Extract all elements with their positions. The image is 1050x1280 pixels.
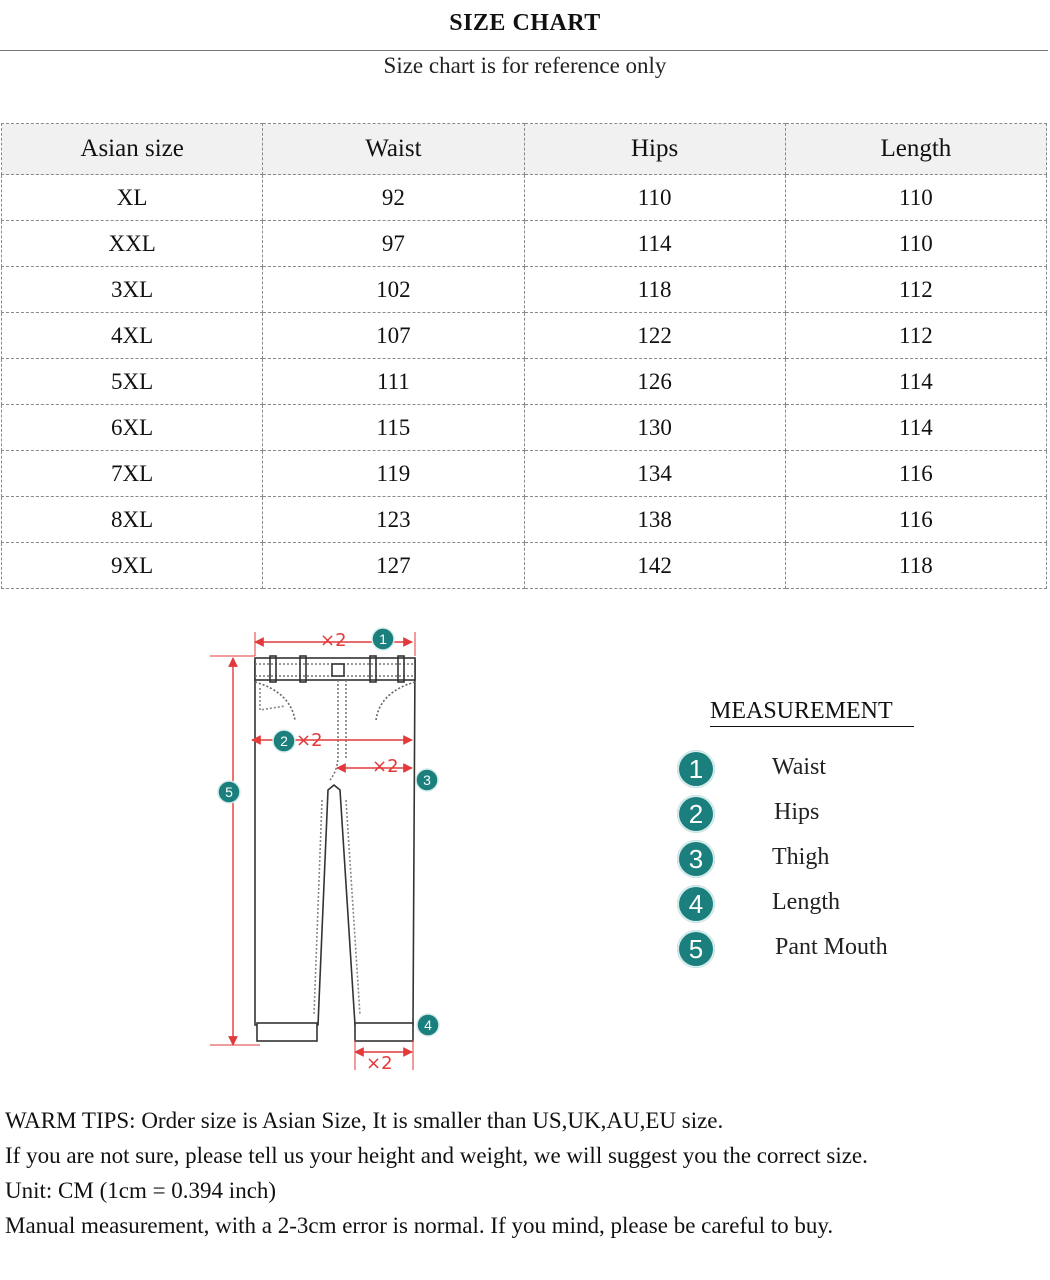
table-row: [2, 175, 1047, 221]
cell-hips: 110: [524, 175, 785, 221]
mouth-times-two-label: ×2: [366, 1053, 393, 1074]
cell-size: 9XL: [2, 543, 263, 589]
table-row: [2, 405, 1047, 451]
marker-4-label: 4: [424, 1017, 432, 1033]
cell-length: 116: [785, 451, 1046, 497]
number-5-icon: 5: [677, 930, 715, 968]
legend-label: Thigh: [772, 844, 830, 870]
page-subtitle: Size chart is for reference only: [383, 53, 667, 78]
col-header-waist: Waist: [263, 124, 524, 175]
cell-size: 5XL: [2, 359, 263, 405]
cell-length: 112: [785, 313, 1046, 359]
cell-waist: 102: [263, 267, 524, 313]
table-header-row: [2, 124, 1047, 175]
waist-times-two-label: ×2: [320, 630, 347, 651]
pants-diagram: [200, 620, 460, 1075]
number-3-icon: 3: [677, 840, 715, 878]
size-table: [1, 123, 1047, 589]
marker-2-label: 2: [280, 733, 288, 749]
cell-waist: 107: [263, 313, 524, 359]
cell-hips: 142: [524, 543, 785, 589]
warm-tips: [5, 1103, 1045, 1243]
col-header-hips: Hips: [524, 124, 785, 175]
legend-title: MEASUREMENT: [710, 698, 914, 727]
number-4-icon: 4: [677, 885, 715, 923]
cell-length: 116: [785, 497, 1046, 543]
cell-hips: 114: [524, 221, 785, 267]
legend-label: Pant Mouth: [775, 934, 888, 960]
tip-line: If you are not sure, please tell us your height and weight, we will suggest you the correct size.: [5, 1143, 868, 1168]
table-row: [2, 497, 1047, 543]
cell-hips: 138: [524, 497, 785, 543]
cell-size: 4XL: [2, 313, 263, 359]
cell-length: 110: [785, 175, 1046, 221]
tip-line: WARM TIPS: Order size is Asian Size, It is smaller than US,UK,AU,EU size.: [5, 1108, 724, 1133]
legend-label: Waist: [772, 754, 827, 780]
cell-waist: 111: [263, 359, 524, 405]
cell-length: 114: [785, 405, 1046, 451]
table-row: [2, 221, 1047, 267]
cell-length: 118: [785, 543, 1046, 589]
col-header-length: Length: [785, 124, 1046, 175]
pants-outline-icon: [255, 656, 415, 1041]
table-row: [2, 267, 1047, 313]
cell-waist: 123: [263, 497, 524, 543]
marker-3-label: 3: [423, 772, 431, 788]
page-title: SIZE CHART: [449, 10, 601, 36]
cell-size: 7XL: [2, 451, 263, 497]
table-row: [2, 359, 1047, 405]
legend-label: Hips: [774, 799, 820, 825]
cell-size: XXL: [2, 221, 263, 267]
cell-hips: 122: [524, 313, 785, 359]
cell-hips: 130: [524, 405, 785, 451]
legend-label: Length: [772, 889, 840, 915]
tip-line: Unit: CM (1cm = 0.394 inch): [5, 1178, 277, 1203]
cell-size: 3XL: [2, 267, 263, 313]
cell-size: XL: [2, 175, 263, 221]
cell-hips: 126: [524, 359, 785, 405]
tip-line: Manual measurement, with a 2-3cm error is normal. If you mind, please be careful to buy.: [5, 1213, 834, 1238]
number-2-icon: 2: [677, 795, 715, 833]
cell-waist: 115: [263, 405, 524, 451]
cell-length: 114: [785, 359, 1046, 405]
col-header-size: Asian size: [2, 124, 263, 175]
table-row: [2, 543, 1047, 589]
cell-hips: 134: [524, 451, 785, 497]
table-row: [2, 451, 1047, 497]
hips-times-two-label: ×2: [296, 730, 323, 751]
cell-waist: 119: [263, 451, 524, 497]
cell-waist: 97: [263, 221, 524, 267]
cell-size: 6XL: [2, 405, 263, 451]
marker-5-label: 5: [225, 784, 233, 800]
cell-waist: 92: [263, 175, 524, 221]
cell-length: 112: [785, 267, 1046, 313]
cell-waist: 127: [263, 543, 524, 589]
cell-size: 8XL: [2, 497, 263, 543]
cell-length: 110: [785, 221, 1046, 267]
marker-1-label: 1: [379, 631, 387, 647]
number-1-icon: 1: [677, 750, 715, 788]
thigh-times-two-label: ×2: [372, 756, 399, 777]
cell-hips: 118: [524, 267, 785, 313]
title-divider: [0, 50, 1048, 51]
table-row: [2, 313, 1047, 359]
